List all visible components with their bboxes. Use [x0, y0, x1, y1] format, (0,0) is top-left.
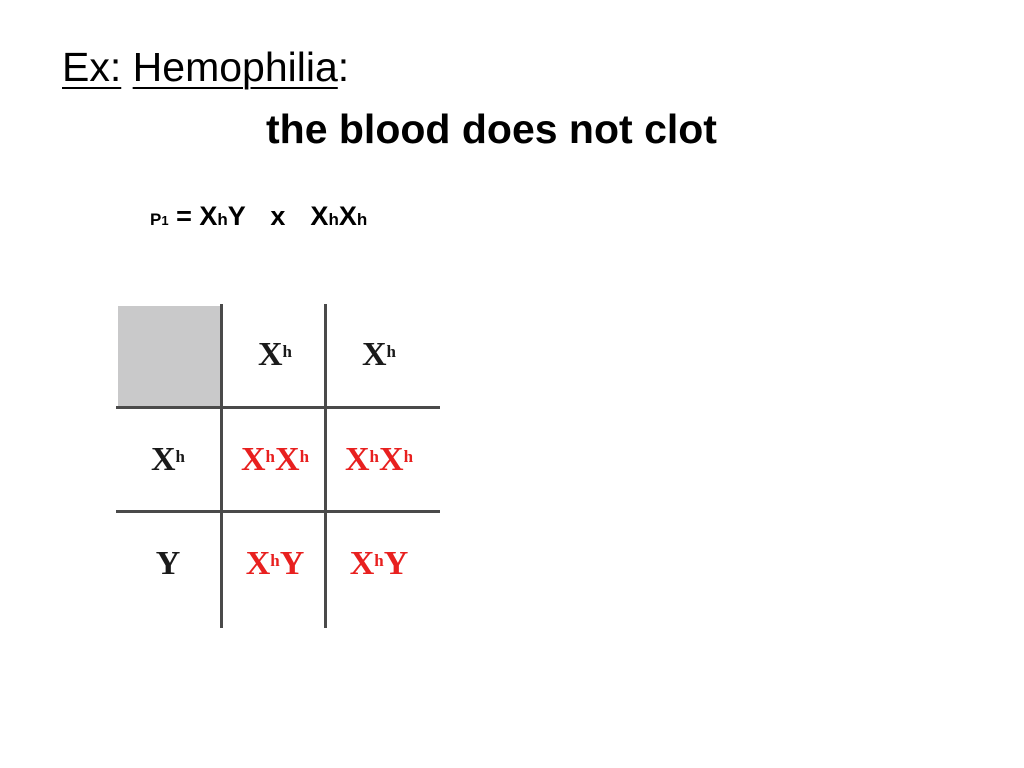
- mother-x-allele-2: X: [338, 201, 357, 231]
- cross-sign: x: [270, 201, 286, 231]
- offspring-cell-r1-c1: X $^h$ X $^h$: [240, 441, 310, 478]
- subtitle: the blood does not clot: [266, 106, 717, 152]
- row-header-2: Y: [155, 545, 181, 582]
- title-line: [62, 42, 349, 92]
- punnett-square: [116, 304, 440, 628]
- example-label: Ex:: [62, 44, 122, 90]
- title-colon: :: [337, 44, 350, 90]
- offspring-cell-r2-c2: X $^h$ Y: [349, 545, 409, 582]
- column-header-1: X $^h$: [257, 336, 293, 373]
- corner-cell: [118, 306, 221, 408]
- parental-cross: [150, 196, 367, 241]
- row-header-1: X $^h$: [150, 441, 186, 478]
- offspring-cell-r1-c2: X $^h$ X $^h$: [344, 441, 414, 478]
- column-header-2: X $^h$: [361, 336, 397, 373]
- father-x-allele: X: [199, 201, 218, 231]
- father-x-marker: h: [217, 210, 228, 229]
- father-y-allele: Y: [227, 201, 246, 231]
- offspring-cell-r2-c1: X $^h$ Y: [245, 545, 305, 582]
- generation-subscript: 1: [161, 213, 169, 228]
- mother-x-marker-2: h: [356, 210, 368, 229]
- topic-title: Hemophilia: [132, 44, 338, 90]
- generation-label: P: [150, 210, 162, 229]
- equals-sign: =: [176, 201, 192, 231]
- mother-x-marker-1: h: [328, 210, 339, 229]
- mother-x-allele-1: X: [310, 201, 329, 231]
